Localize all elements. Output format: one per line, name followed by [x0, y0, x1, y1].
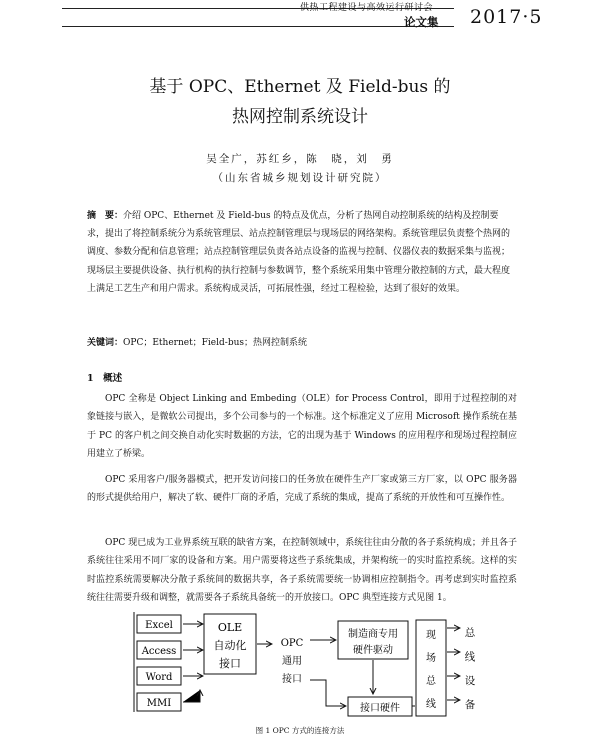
opc-line2: 通用	[282, 656, 302, 667]
driver-line2: 硬件驱动	[353, 645, 393, 656]
driver-line1: 制造商专用	[348, 629, 398, 640]
devices-char4: 备	[464, 699, 476, 711]
paragraph-1: OPC 全称是 Object Linking and Embeding（OLE）for Process Control，即用于过程控制的对象链接与嵌入，是微软公司提出，多个公司参与的一个标准。这个标准定义了应用 Microsoft 操作系统在基于 PC 的客户机之间交换自动化实时数据的方法，它的出现为基于 Windows 的应用程序和现场过程控制应用建立了桥梁。	[87, 394, 517, 460]
opc-line1: OPC	[280, 638, 304, 649]
field-bus-char4: 线	[426, 699, 436, 710]
conference-name: 供热工程建设与高效运行研讨会	[300, 3, 434, 13]
devices-char1: 总	[464, 627, 476, 639]
paper-title-line2: 热网控制系统设计	[232, 107, 368, 127]
keywords-text: OPC；Ethernet；Field-bus；热网控制系统	[123, 338, 307, 348]
devices-char3: 设	[464, 675, 476, 687]
mmi-label: MMI	[146, 698, 172, 709]
abstract-text: 介绍 OPC、Ethernet 及 Field-bus 的特点及优点，分析了热网自动控制系统的结构及控制要求，提出了将控制系统分为系统管理层、站点控制管理层与现场层的网络架构。系统管理层负责整个热网的调度、参数分配和信息管理；站点控制管理层负责各站点设备的监视与控制、仪器仪表的数据采集与监视；现场层主要提供设备、执行机构的执行控制与参数调节，整个系统采用集中管理分散控制的方式，最大程度上满足工艺生产和用户需求。系统构成灵活，可拓展性强，经过工程检验，达到了很好的效果。	[87, 211, 511, 294]
paper-title-line1: 基于 OPC、Ethernet 及 Field-bus 的	[149, 77, 451, 97]
word-label: Word	[145, 672, 173, 683]
ole-line1: OLE	[217, 621, 243, 634]
ole-line2: 自动化	[213, 639, 247, 652]
figure-caption: 图 1 OPC 方式的连接方法	[255, 726, 345, 735]
field-bus-char3: 总	[426, 676, 436, 687]
access-label: Access	[141, 646, 177, 657]
ole-line3: 接口	[219, 657, 241, 670]
devices-char2: 线	[464, 651, 476, 663]
paragraph-2: OPC 采用客户/服务器模式，把开发访问接口的任务放在硬件生产厂家或第三方厂家，以 OPC 服务器的形式提供给用户，解决了软、硬件厂商的矛盾，完成了系统的集成，提高了系统的开放性和可互操作性。	[87, 475, 517, 504]
field-bus-char2: 场	[426, 653, 436, 664]
arrow-mmi-ole	[183, 690, 200, 702]
opc-line3: 接口	[282, 674, 302, 685]
issue-year: 2017·5	[470, 6, 543, 28]
excel-label: Excel	[145, 620, 173, 631]
field-bus-char1: 现	[426, 630, 436, 641]
paragraph-3: OPC 现已成为工业界系统互联的缺省方案，在控制领域中，系统往往由分散的各子系统构成；并且各子系统往往采用不同厂家的设备和方案。用户需要将这些子系统集成，并架构统一的实时监控系统。这样的实时监控系统需要解决分散子系统间的数据共享，各子系统需要统一协调相应控制指令。再考虑到实时监控系统往往需要升级和调整，就需要各子系统具备统一的开放接口。OPC 典型连接方式见图 1。	[87, 538, 517, 604]
section-label: 论文集	[404, 15, 439, 29]
arrow-opc-hardware	[310, 680, 346, 706]
abstract-label: 摘 要：	[87, 211, 124, 221]
keywords-label: 关键词：	[87, 338, 124, 348]
institution: （山东省城乡规划设计研究院）	[212, 172, 388, 184]
hardware-label: 接口硬件	[360, 703, 400, 714]
authors: 吴全广，苏红乡，陈 晓，刘 勇	[206, 153, 394, 165]
section-heading: 1 概述	[87, 373, 123, 384]
